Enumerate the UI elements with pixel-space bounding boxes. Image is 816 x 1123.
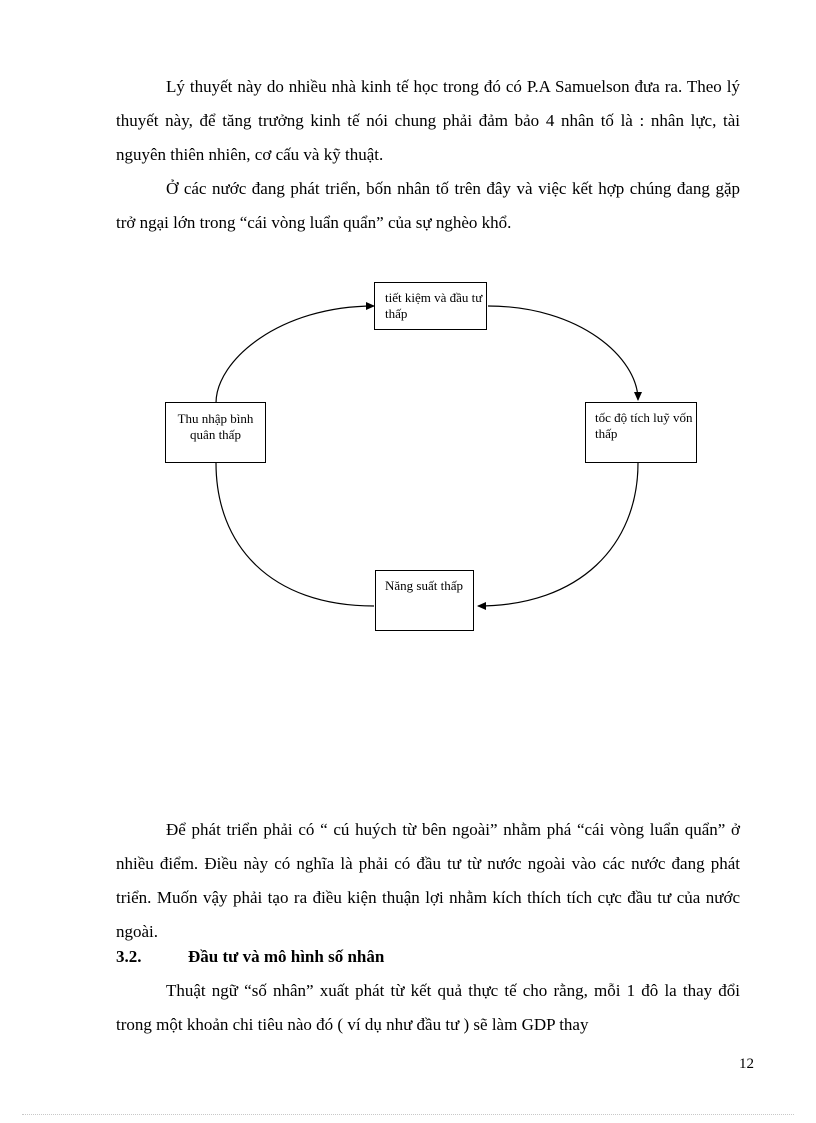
box-savings-investment: tiết kiệm và đầu tư thấp xyxy=(374,282,487,330)
page-number: 12 xyxy=(739,1056,754,1072)
box-productivity: Năng suất thấp xyxy=(375,570,474,631)
footer-divider xyxy=(22,1114,794,1115)
box-capital-accumulation: tốc độ tích luỹ vốn thấp xyxy=(585,402,697,463)
arc-bottom-to-left xyxy=(216,463,374,606)
paragraph-4: Thuật ngữ “số nhân” xuất phát từ kết quả thực tế cho rằng, mỗi 1 đô la thay đổi trong một khoản chi tiêu nào đó ( ví dụ như đầu tư ) sẽ làm GDP thay xyxy=(116,981,740,1034)
arc-left-to-top xyxy=(216,306,374,403)
section-title: Đầu tư và mô hình số nhân xyxy=(188,947,385,966)
box-income: Thu nhập bình quân thấp xyxy=(165,402,266,463)
arc-top-to-right xyxy=(488,306,638,400)
paragraph-3: Để phát triển phải có “ cú huých từ bên ngoài” nhằm phá “cái vòng luẩn quẩn” ở nhiều điểm. Điều này có nghĩa là phải có đầu tư từ nước ngoài vào các nước đang phát triển. Muốn vậy phải tạo ra điều kiện thuận lợi nhằm kích thích tích cực đầu tư của nước ngoài. xyxy=(116,820,740,941)
paragraph-1: Lý thuyết này do nhiều nhà kinh tế học trong đó có P.A Samuelson đưa ra. Theo lý thuyết này, để tăng trưởng kinh tế nói chung phải đảm bảo 4 nhân tố là : nhân lực, tài nguyên thiên nhiên, cơ cấu và kỹ thuật. xyxy=(116,77,740,164)
section-heading xyxy=(116,940,740,974)
arc-right-to-bottom xyxy=(478,463,638,606)
paragraph-2: Ở các nước đang phát triển, bốn nhân tố trên đây và việc kết hợp chúng đang gặp trở ngại lớn trong “cái vòng luẩn quẩn” của sự nghèo khổ. xyxy=(116,179,740,232)
section-number: 3.2. xyxy=(116,947,142,966)
